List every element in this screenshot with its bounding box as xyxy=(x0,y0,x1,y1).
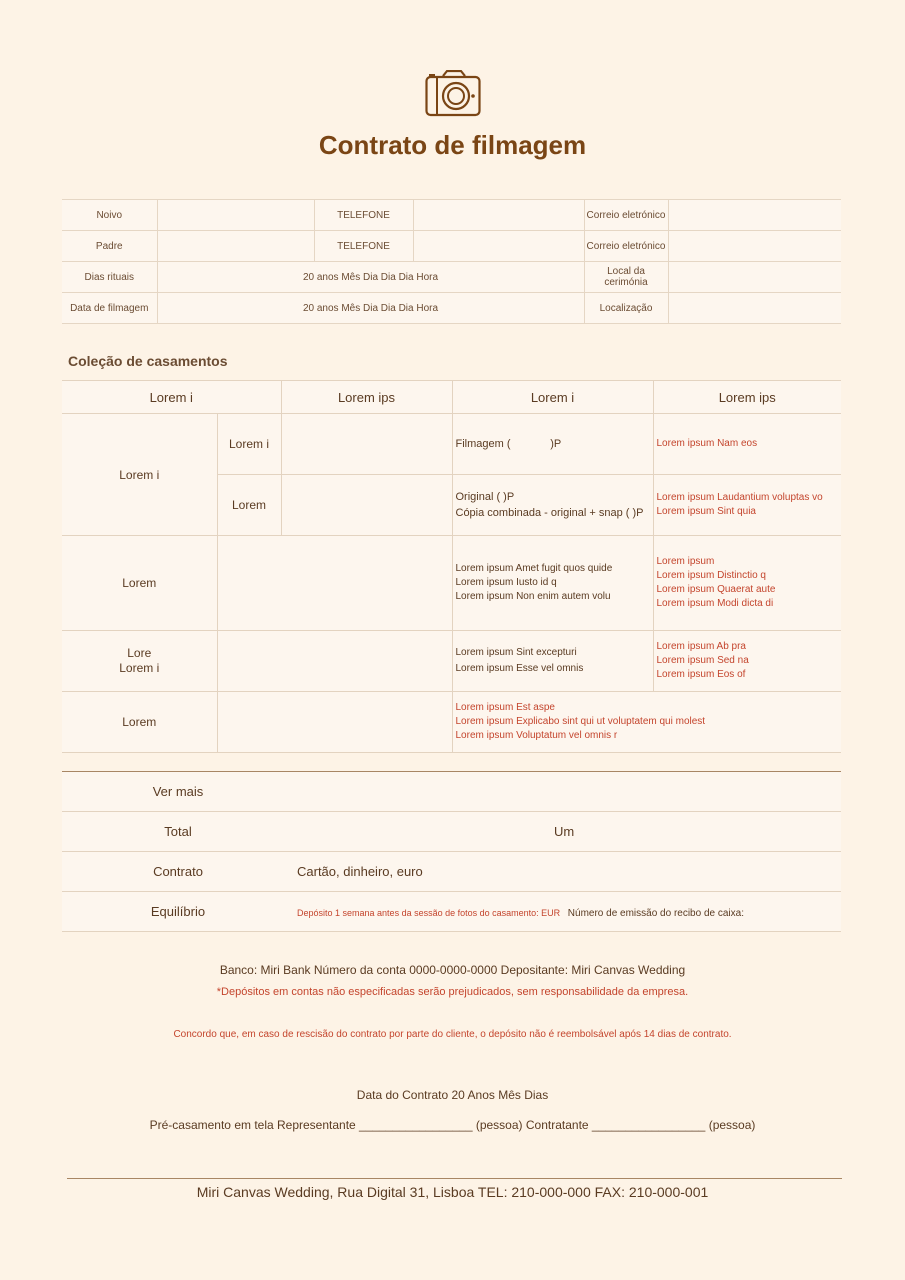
description-cell xyxy=(452,475,653,536)
collection-table xyxy=(62,380,841,753)
description-line: Original ( )P xyxy=(455,491,515,503)
payment-methods[interactable]: Cartão, dinheiro, euro xyxy=(294,852,841,892)
input-cell[interactable] xyxy=(281,414,452,475)
table-row xyxy=(62,692,841,753)
note-cell xyxy=(653,536,841,631)
note-cell: Lorem ipsum Nam eos xyxy=(653,414,841,475)
contract-date: Data do Contrato 20 Anos Mês Dias xyxy=(356,1088,549,1102)
deposit-note: Depósito 1 semana antes da sessão de fotos do casamento: EUR xyxy=(297,908,561,918)
description-line: Lorem ipsum Non enim autem volu xyxy=(455,591,611,602)
row-label: Data de filmagem xyxy=(62,293,157,324)
note-cell xyxy=(653,475,841,536)
row-label: Local da cerimónia xyxy=(584,262,668,293)
groom-email-field[interactable] xyxy=(668,200,841,231)
row-label: Ver mais xyxy=(62,772,294,812)
sub-label: Lorem xyxy=(217,475,281,536)
description-line: Lorem ipsum Amet fugit quos quide xyxy=(455,563,613,574)
table-header-row xyxy=(62,381,841,414)
row-label: Lorem xyxy=(62,692,217,753)
bank-info: Banco: Miri Bank Número da conta 0000-0000-0000 Depositante: Miri Canvas Wedding xyxy=(219,963,686,977)
info-table xyxy=(62,199,841,324)
row-label: TELEFONE xyxy=(314,200,413,231)
row-label xyxy=(62,631,217,692)
page-title: Contrato de filmagem xyxy=(318,130,587,160)
row-label-line: Lore xyxy=(127,646,152,660)
note-cell xyxy=(452,692,841,753)
note-cell xyxy=(653,631,841,692)
camera-icon xyxy=(425,70,481,118)
sub-label: Lorem i xyxy=(217,414,281,475)
note-line: Lorem ipsum Explicabo sint qui ut voluptatem qui molest xyxy=(455,716,706,727)
input-cell[interactable] xyxy=(281,475,452,536)
table-row xyxy=(62,772,841,812)
input-cell[interactable] xyxy=(217,631,452,692)
groom-phone-field[interactable] xyxy=(413,200,584,231)
total-value[interactable]: Um xyxy=(294,812,841,852)
row-label: Padre xyxy=(62,231,157,262)
note-line: Lorem ipsum Sint quia xyxy=(656,506,756,517)
note-line: Lorem ipsum Eos of xyxy=(656,669,746,680)
groom-name-field[interactable] xyxy=(157,200,314,231)
row-label: Correio eletrónico xyxy=(584,200,668,231)
note-line: Lorem ipsum Sed na xyxy=(656,655,749,666)
description-line: Cópia combinada - original + snap ( )P xyxy=(455,507,644,519)
note-line: Lorem ipsum Distinctio q xyxy=(656,570,766,581)
row-label: Lorem i xyxy=(62,414,217,536)
priest-email-field[interactable] xyxy=(668,231,841,262)
row-label: Contrato xyxy=(62,852,294,892)
row-label: Lorem xyxy=(62,536,217,631)
note-line: Lorem ipsum Ab pra xyxy=(656,641,746,652)
signature-line: Pré-casamento em tela Representante _________________ (pessoa) Contratante _________________ (pessoa) xyxy=(149,1118,756,1132)
column-header: Lorem i xyxy=(62,381,281,414)
more-field[interactable] xyxy=(294,772,841,812)
priest-name-field[interactable] xyxy=(157,231,314,262)
summary-table xyxy=(62,771,841,932)
table-row xyxy=(62,892,841,932)
column-header: Lorem ips xyxy=(653,381,841,414)
footer-text: Miri Canvas Wedding, Rua Digital 31, Lisboa TEL: 210-000-000 FAX: 210-000-001 xyxy=(196,1184,709,1200)
description-line: Lorem ipsum Esse vel omnis xyxy=(455,663,584,674)
priest-phone-field[interactable] xyxy=(413,231,584,262)
column-header: Lorem i xyxy=(452,381,653,414)
deposit-warning: *Depósitos em contas não especificadas serão prejudicados, sem responsabilidade da empresa. xyxy=(216,986,689,998)
description-cell xyxy=(452,536,653,631)
note-line: Lorem ipsum Est aspe xyxy=(455,702,555,713)
footer-divider xyxy=(67,1178,842,1179)
row-label: Noivo xyxy=(62,200,157,231)
note-line: Lorem ipsum Quaerat aute xyxy=(656,584,776,595)
table-row xyxy=(62,536,841,631)
row-label: Equilíbrio xyxy=(62,892,294,932)
receipt-label: Número de emissão do recibo de caixa: xyxy=(567,908,744,919)
filming-date-field[interactable]: 20 anos Mês Dia Dia Dia Hora xyxy=(157,293,584,324)
row-label: Total xyxy=(62,812,294,852)
description-line: Lorem ipsum Sint excepturi xyxy=(455,647,577,658)
table-row xyxy=(62,231,841,262)
row-label: TELEFONE xyxy=(314,231,413,262)
table-row xyxy=(62,414,841,475)
note-line: Lorem ipsum xyxy=(656,556,715,567)
input-cell[interactable] xyxy=(217,536,452,631)
input-cell[interactable] xyxy=(217,692,452,753)
table-row xyxy=(62,293,841,324)
note-line: Lorem ipsum Voluptatum vel omnis r xyxy=(455,730,618,741)
note-line: Lorem ipsum Modi dicta di xyxy=(656,598,774,609)
description-cell xyxy=(452,631,653,692)
row-label: Localização xyxy=(584,293,668,324)
table-row xyxy=(62,852,841,892)
table-row xyxy=(62,262,841,293)
location-field[interactable] xyxy=(668,293,841,324)
note-line: Lorem ipsum Laudantium voluptas vo xyxy=(656,492,823,503)
row-label-line: Lorem i xyxy=(119,661,160,675)
section-title: Coleção de casamentos xyxy=(68,353,228,369)
description-line: Lorem ipsum Iusto id q xyxy=(455,577,557,588)
ritual-date-field[interactable]: 20 anos Mês Dia Dia Dia Hora xyxy=(157,262,584,293)
description-cell: Filmagem ( )P xyxy=(452,414,653,475)
table-row xyxy=(62,200,841,231)
balance-cell[interactable] xyxy=(294,892,841,932)
ceremony-location-field[interactable] xyxy=(668,262,841,293)
row-label: Correio eletrónico xyxy=(584,231,668,262)
table-row xyxy=(62,631,841,692)
row-label: Dias rituais xyxy=(62,262,157,293)
agreement-text: Concordo que, em caso de rescisão do contrato por parte do cliente, o depósito não é reembolsável após 14 dias de contrato. xyxy=(173,1029,732,1040)
column-header: Lorem ips xyxy=(281,381,452,414)
table-row xyxy=(62,812,841,852)
